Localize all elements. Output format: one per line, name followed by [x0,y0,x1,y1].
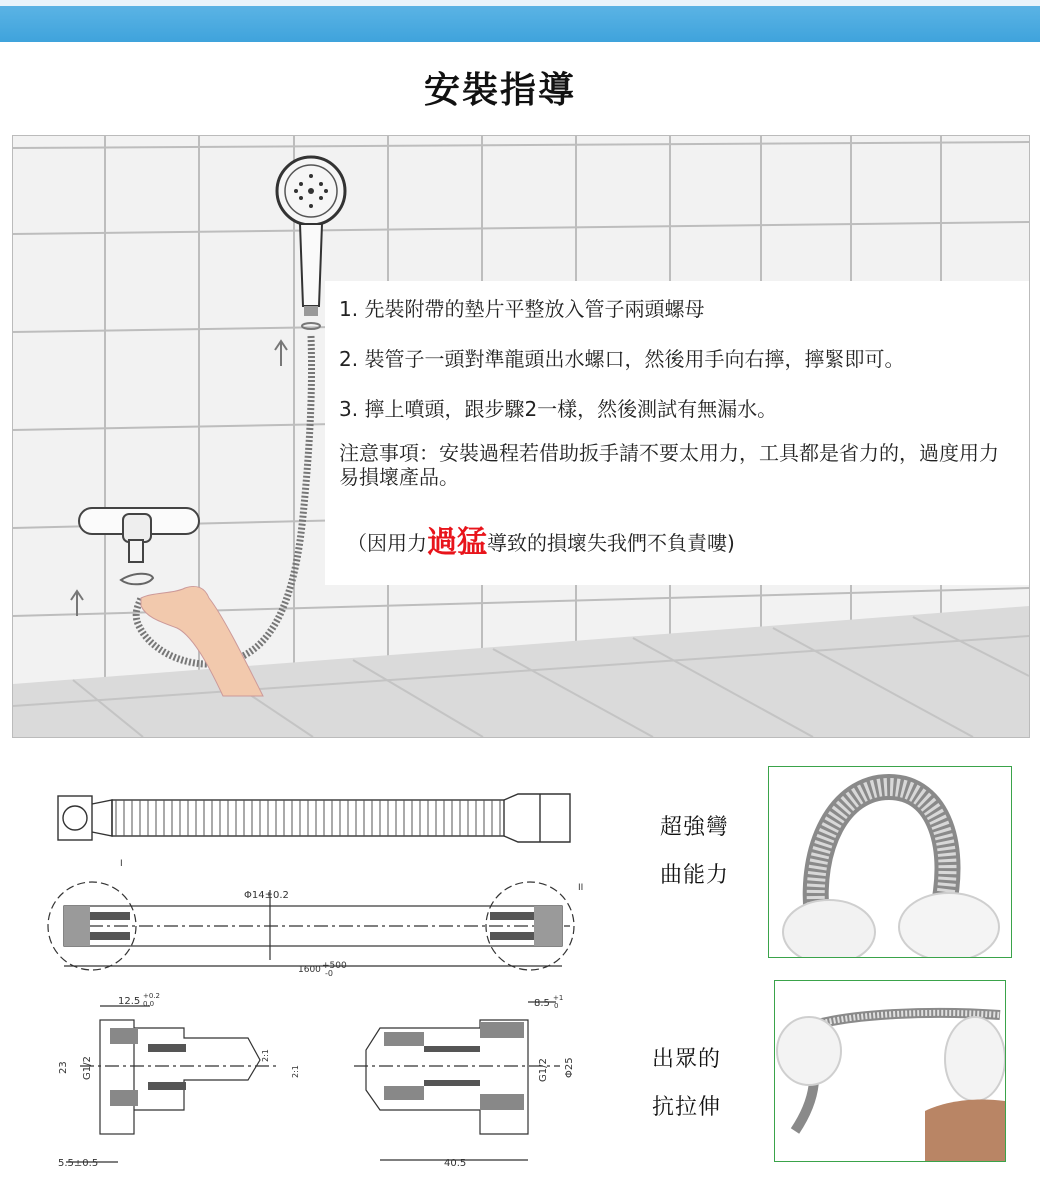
page-title: 安裝指導 [423,70,576,111]
warning-prefix: （因用力 [347,531,427,555]
left-scale-label: 2:1 [261,1049,270,1062]
bend-photo [768,766,1012,958]
length-tol-top: +500 [322,961,347,971]
warning-emphasis: 過猛 [427,525,487,560]
hose-spec-drawing [0,760,620,1180]
diameter-label: Φ14±0.2 [244,890,289,901]
right-length-label: 40.5 [444,1158,467,1169]
warning-text [347,517,735,561]
step-3-text: 3. 擰上噴頭，跟步驟2一樣，然後測試有無漏水。 [339,397,778,421]
right-diameter-label: Φ25 [564,1057,575,1078]
bend-label-line2: 曲能力 [660,863,730,888]
detail-i-label: I [120,859,123,869]
top-banner [0,0,1040,42]
warning-suffix: 導致的損壞失我們不負責嘍) [487,531,735,555]
left-thread-label: G1/2 [82,1056,93,1080]
hose-bend-illustration [769,767,1011,957]
stretch-label-line1: 出眾的 [652,1047,722,1072]
left-width-tol-top: +0.2 [143,992,160,1000]
length-tol-bottom: -0 [325,969,333,978]
right-scale-label: 2:1 [291,1065,300,1078]
right-thread-label: G1/2 [538,1058,549,1082]
length-label: 1600 [298,965,321,975]
hose-stretch-illustration [775,981,1005,1161]
step-2-text: 2. 裝管子一頭對準龍頭出水螺口，然後用手向右擰，擰緊即可。 [339,347,905,371]
stretch-label-line2: 抗拉伸 [652,1095,722,1120]
left-bottom-label: 5.5±0.5 [58,1158,99,1169]
right-width-tol-bottom: 0 [554,1002,559,1010]
bend-label-line1: 超強彎 [660,815,730,840]
right-width-tol-top: +1 [553,994,564,1002]
caution-note: 注意事項：安裝過程若借助扳手請不要太用力，工具都是省力的，過度用力易損壞產品。 [339,441,999,489]
left-height-label: 23 [58,1061,69,1074]
installation-illustration [12,135,1030,738]
left-width-tol-bottom: 0.0 [143,1000,155,1008]
left-width-label: 12.5 [118,996,141,1007]
instruction-panel [325,281,1029,585]
right-width-label: 8.5 [534,998,550,1009]
stretch-photo [774,980,1006,1162]
step-1-text: 1. 先裝附帶的墊片平整放入管子兩頭螺母 [339,297,705,321]
detail-ii-label: II [578,883,584,893]
